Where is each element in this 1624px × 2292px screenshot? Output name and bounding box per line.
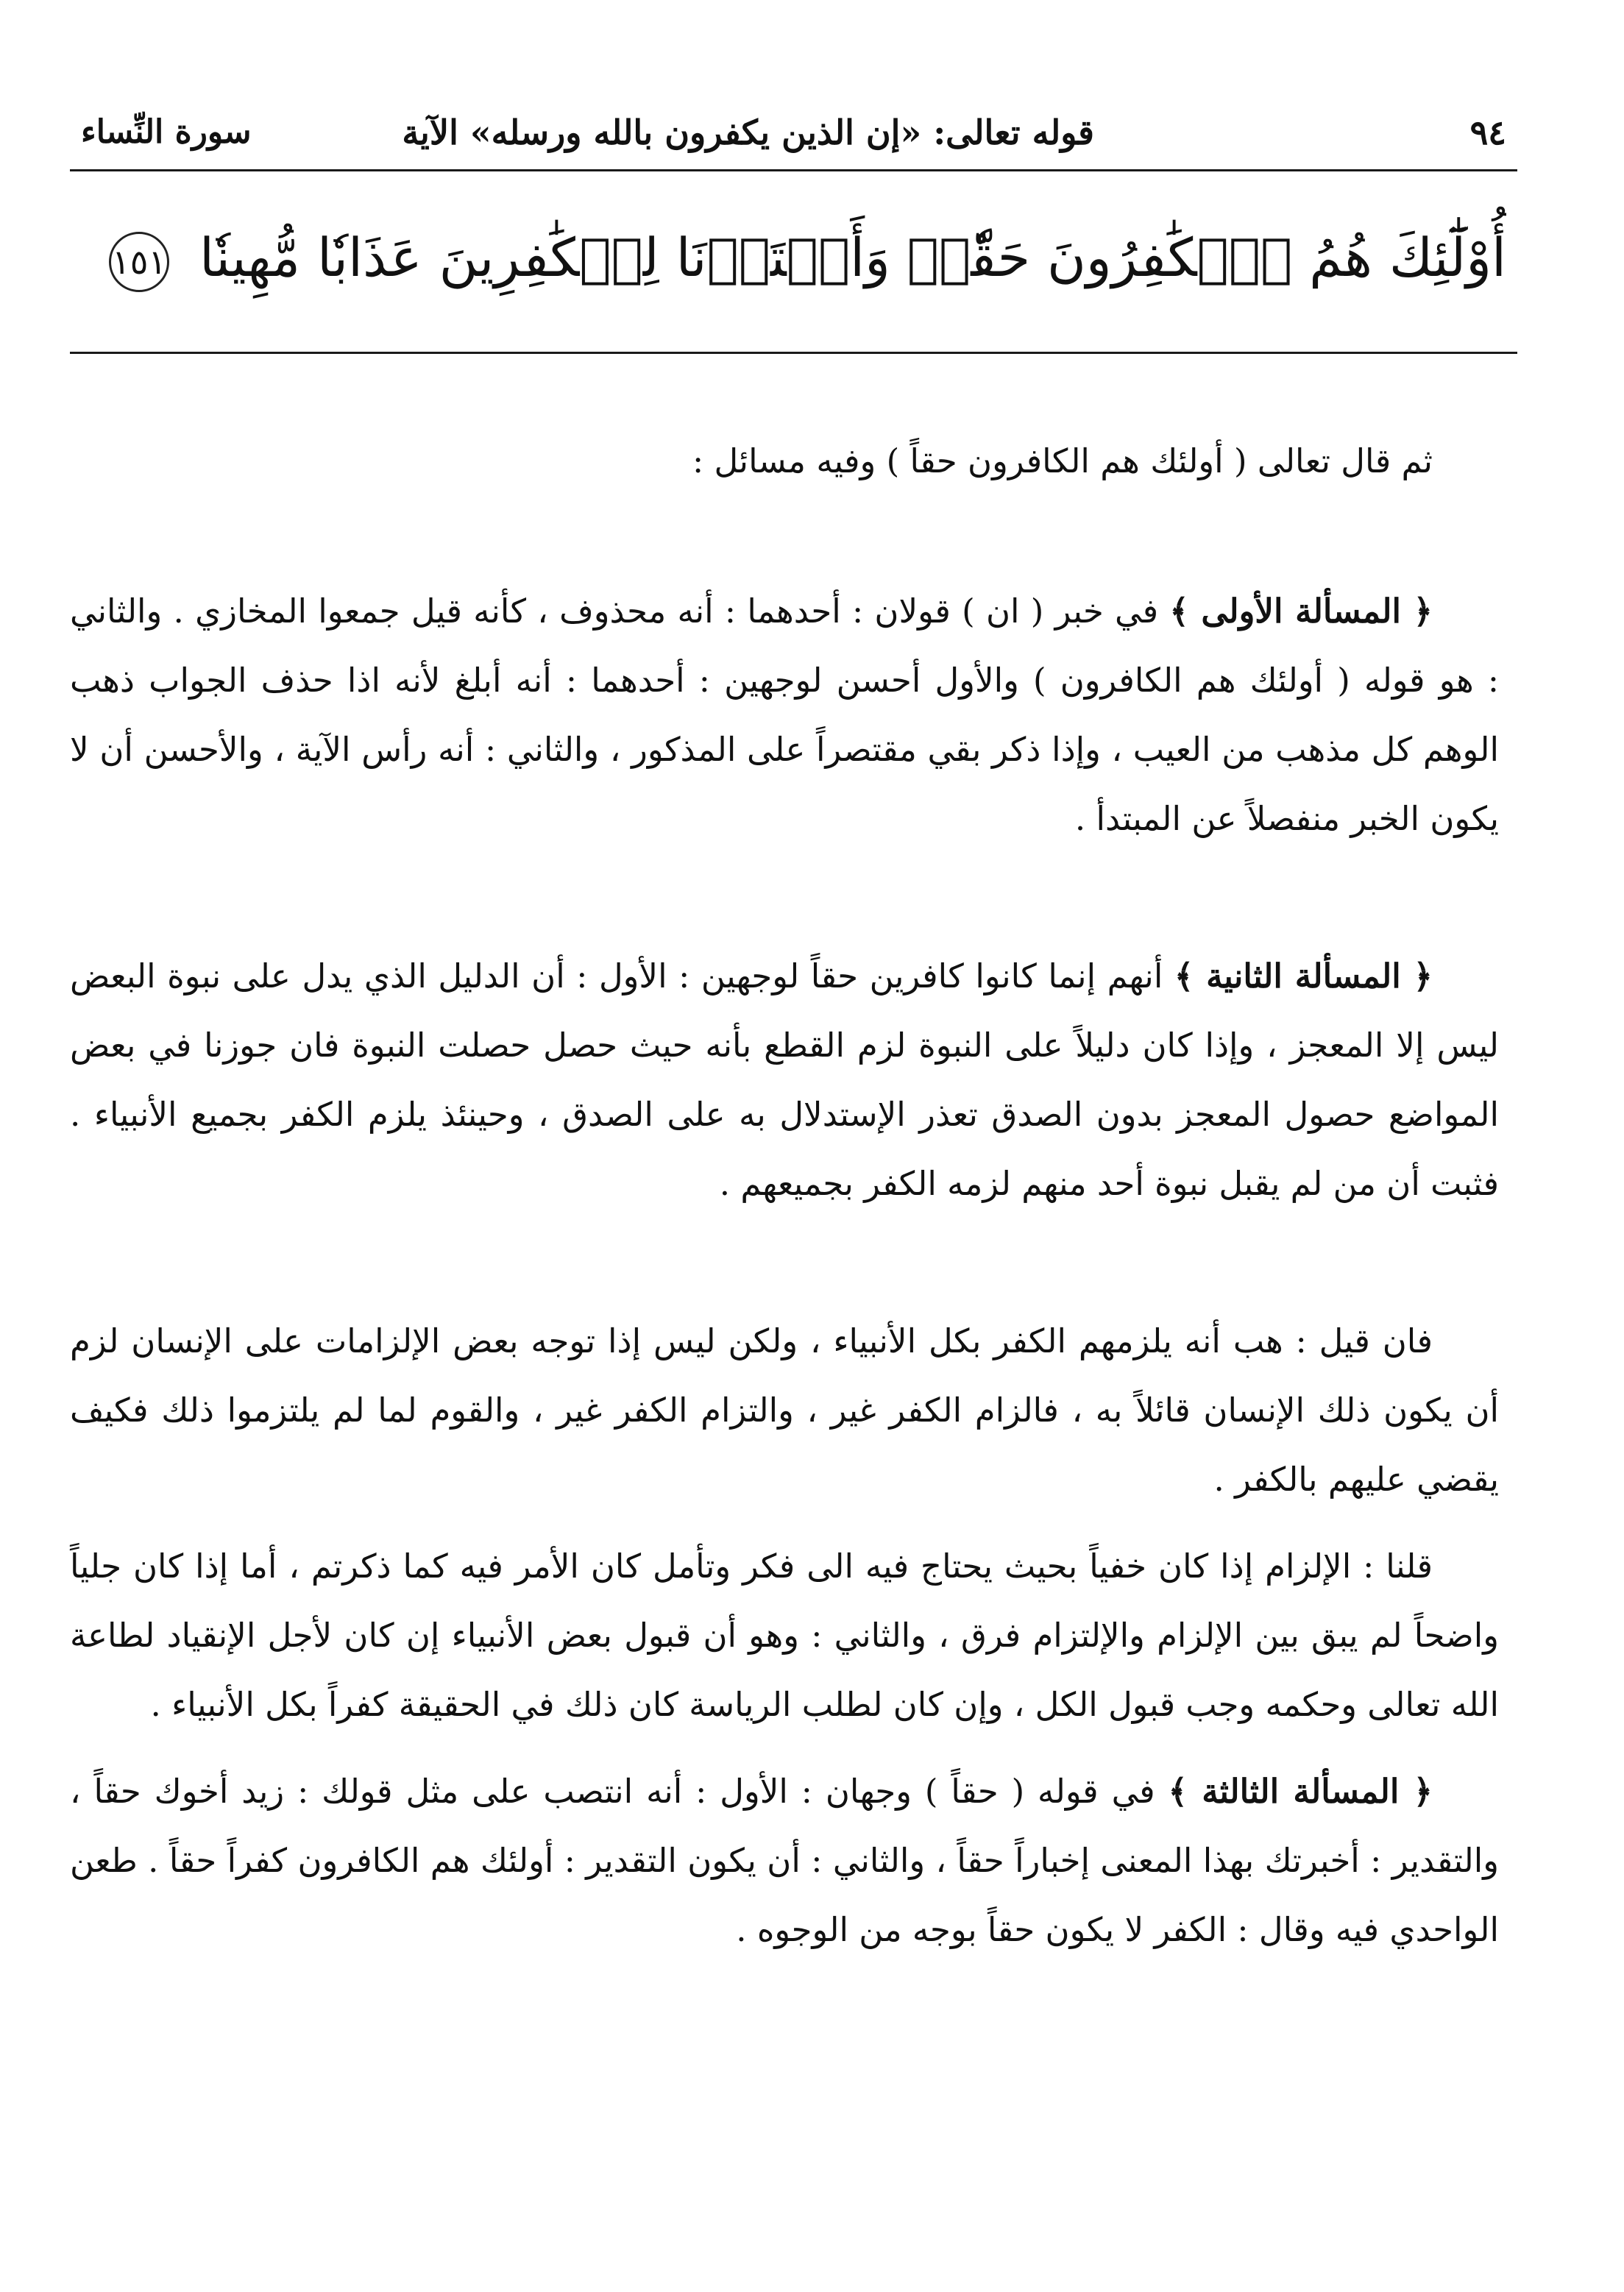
objection-paragraph [70,1307,1499,1514]
objection-text: فان قيل : هب أنه يلزمهم الكفر بكل الأنبياء ، ولكن ليس إذا توجه بعض الإلزامات على الإنسان لزم أن يكون ذلك الإنسان قائلاً به ، فالزام الكفر غير ، والتزام الكفر غير ، والقوم لما لم يلتزموا ذلك فكيف يقضي عليهم بالكفر . [70,1321,1499,1499]
issue-1-paragraph [70,577,1499,854]
running-header [74,103,1506,162]
issue-2-paragraph [70,942,1499,1218]
issue-3-paragraph [70,1757,1499,1965]
running-title: قوله تعالى: «إن الذين يكفرون بالله ورسله» الآية [402,113,1094,152]
page-number: ٩٤ [1469,113,1506,152]
reply-paragraph [70,1532,1499,1739]
issue-1-title: ﴿ المسألة الأولى ﴾ [1169,592,1433,631]
intro-paragraph [70,427,1499,496]
surah-name: سورة النِّساء [81,113,252,151]
commentary-body [70,427,1499,1965]
verse-text: أُوْلَٰٓئِكَ هُمُ ٱلۡكَٰفِرُونَ حَقّٗاۚ وَأَعۡتَدۡنَا لِلۡكَٰفِرِينَ عَذَابٗا مُّهِينٗا [199,227,1506,288]
issue-1-text: في خبر ( ان ) قولان : أحدهما : أنه محذوف ، كأنه قيل جمعوا المخازي . والثاني : هو قوله ( أولئك هم الكافرون ) والأول أحسن لوجهين : أحدهما : أنه أبلغ لأنه اذا حذف الجواب ذهب الوهم كل مذهب من العيب ، وإذا ذكر بقي مقتصراً على المذكور ، والثاني : أنه رأس الآية ، والأحسن أن لا يكون الخبر منفصلاً عن المبتدأ . [70,592,1499,838]
issue-2-title: ﴿ المسألة الثانية ﴾ [1174,957,1433,996]
ayah-number-marker: ١٥١ [109,232,169,292]
issue-3-title: ﴿ المسألة الثالثة ﴾ [1168,1772,1433,1811]
intro-text: ثم قال تعالى ( أولئك هم الكافرون حقاً ) وفيه مسائل : [692,441,1433,480]
quran-verse [88,188,1506,327]
reply-text: قلنا : الإلزام إذا كان خفياً بحيث يحتاج فيه الى فكر وتأمل كان الأمر فيه كما ذكرتم ، أما إذا كان جلياً واضحاً لم يبق بين الإلزام والإلتزام فرق ، والثاني : وهو أن قبول بعض الأنبياء إن كان لأجل الإنقياد لطاعة الله تعالى وحكمه وجب قبول الكل ، وإن كان لطلب الرياسة كان ذلك في الحقيقة كفراً بكل الأنبياء . [70,1547,1499,1724]
header-divider [70,169,1517,171]
issue-2-text: أنهم إنما كانوا كافرين حقاً لوجهين : الأول : أن الدليل الذي يدل على نبوة البعض ليس إلا المعجز ، وإذا كان دليلاً على النبوة لزم القطع بأنه حيث حصل حصلت النبوة فان جوزنا في بعض المواضع حصول المعجز بدون الصدق تعذر الإستدلال به على الصدق ، وحينئذ يلزم الكفر بجميع الأنبياء . فثبت أن من لم يقبل نبوة أحد منهم لزمه الكفر بجميعهم . [70,957,1499,1203]
verse-divider [70,352,1517,354]
issue-3-text: في قوله ( حقاً ) وجهان : الأول : أنه انتصب على مثل قولك : زيد أخوك حقاً ، والتقدير : أخبرتك بهذا المعنى إخباراً حقاً ، والثاني : أن يكون التقدير : أولئك هم الكافرون كفراً حقاً . طعن الواحدي فيه وقال : الكفر لا يكون حقاً بوجه من الوجوه . [70,1772,1499,1949]
